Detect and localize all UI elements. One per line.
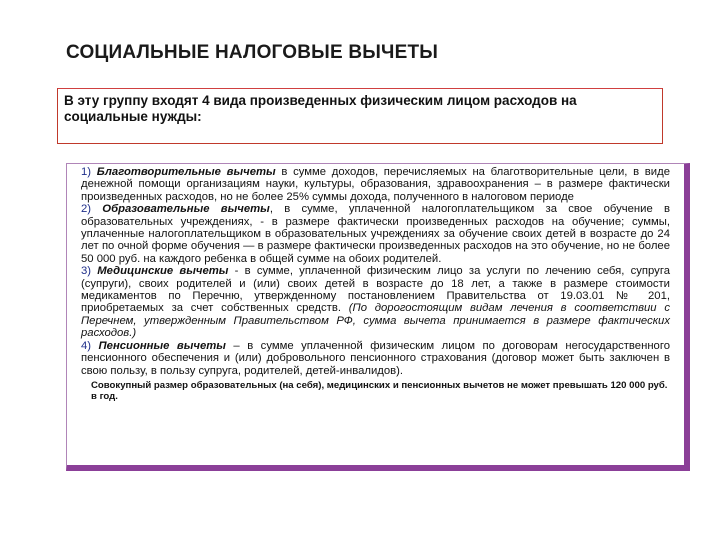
- item-text: - в сумме, уплаченной физическим лицо за услуги по лечению себя, супруга (супруги), своих родителей и (или) своих детей в возрасте до 18 лет, а также в размере стоимости медикаментов по Перечню, утвержденному постановлением Правительства от 19.03.01 № 201, приобретаемых за счет собственных средств.: [81, 265, 670, 315]
- item-text: в сумме доходов, перечисляемых на благотворительные цели, в виде денежной помощи организациям науки, культуры, образования, здравоохранения – в размере фактически произведенных расходов, но не более 25% суммы дохода, полученного в налоговом периоде: [81, 166, 670, 203]
- item-number: 3): [81, 265, 92, 278]
- deduction-item-pension: [81, 340, 670, 377]
- item-number: 1): [81, 166, 92, 178]
- item-italic-note: (По дорогостоящим видам лечения в соответствии с Перечнем, утвержденным Правительством РФ, сумма вычета принимается в размере фактических расходов.): [81, 302, 670, 340]
- intro-text: В эту группу входят 4 вида произведенных физическим лицом расходов на социальные нужды:: [64, 93, 577, 124]
- item-text: – в сумме уплаченной физическим лицом по договорам негосударственного пенсионного обеспечения и (или) добровольного пенсионного страхования (договор может быть заключен в свою пользу, в пользу супруга, родителей, детей-инвалидов).: [81, 339, 670, 377]
- intro-box: [57, 88, 663, 144]
- deduction-item-charity: [81, 166, 670, 203]
- item-term: Пенсионные вычеты: [98, 339, 226, 352]
- deduction-item-education: [81, 203, 670, 265]
- deduction-item-medical: [81, 265, 670, 339]
- item-term: Благотворительные вычеты: [96, 166, 276, 178]
- item-number: 4): [81, 339, 92, 352]
- slide-title: СОЦИАЛЬНЫЕ НАЛОГОВЫЕ ВЫЧЕТЫ: [66, 42, 439, 63]
- item-term: Образовательные вычеты: [102, 203, 270, 216]
- item-number: 2): [81, 203, 92, 216]
- item-text: , в сумме, уплаченной налогоплательщиком за свое обучение в образовательных учреждениях, - в размере фактически произведенных расходов на обучение; суммы, уплаченные налогоплательщиком в образовательных учреждениях за обучение своих детей в возрасте до 24 лет по очной форме обучения — в размере фактически произведенных расходов на это обучение, но не более 50 000 руб. на каждого ребенка в общей сумме на обоих родителей.: [81, 203, 670, 265]
- content-box: [66, 163, 690, 471]
- item-term: Медицинские вычеты: [97, 265, 229, 278]
- total-limit-note: Совокупный размер образовательных (на себя), медицинских и пенсионных вычетов не может превышать 120 000 руб. в год.: [91, 379, 668, 403]
